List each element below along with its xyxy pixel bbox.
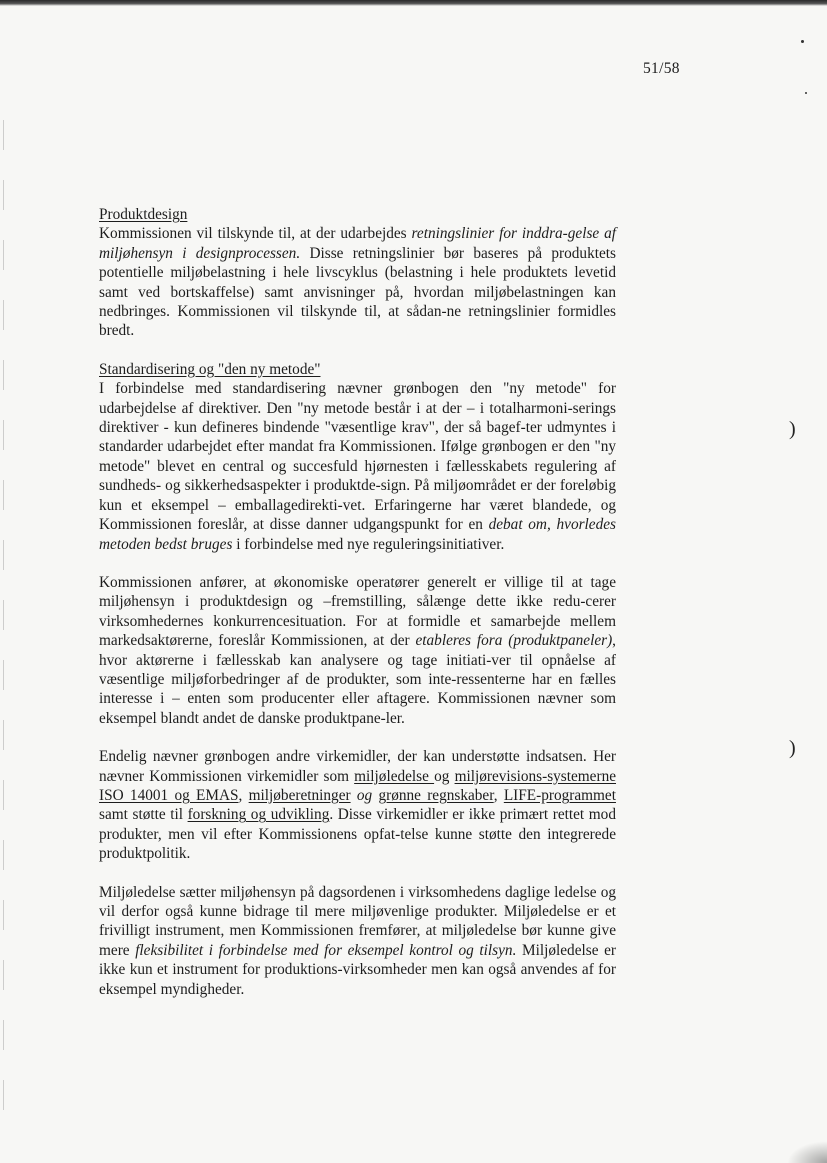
text-run: , hvor aktørerne i fællesskab kan analysere og tage initiati-ver til opnåelse af væsentlige miljøforbedringer af de produkter, som inte-ressenterne har en fælles interesse i – enten som producenter eller aftagere. Kommissionen nævner som eksempel blandt andet de danske produktpane-ler.	[99, 632, 616, 727]
document-section	[99, 747, 616, 863]
margin-mark: )	[789, 737, 796, 759]
scan-corner-mark	[787, 1141, 827, 1163]
text-run: ,	[238, 786, 249, 804]
emphasis-text: etableres fora (produktpaneler)	[415, 632, 613, 650]
text-run: Kommissionen vil tilskynde til, at der udarbejdes	[99, 225, 412, 243]
document-body	[99, 205, 616, 1018]
text-run: Endelig nævner grønbogen andre virkemidler, der kan understøtte indsatsen. Her nævner Kommissionen virkemidler som	[99, 748, 616, 785]
underlined-term: LIFE-programmet	[503, 786, 616, 804]
section-heading: Produktdesign	[99, 206, 188, 223]
document-section	[99, 360, 616, 554]
text-run: ,	[493, 786, 504, 804]
emphasis-text: fleksibilitet i forbindelse med for eksempel kontrol og tilsyn.	[135, 941, 517, 959]
page-number: 51/58	[643, 60, 680, 77]
paragraph	[99, 747, 616, 863]
underlined-term: miljøledelse	[354, 767, 435, 785]
text-run: i forbindelse med nye reguleringsinitiativer.	[232, 535, 505, 553]
text-run: Disse retningslinier bør baseres på produktets potentielle miljøbelastning i hele livscyklus (belastning i hele produktets levetid samt ved bortskaffelse) samt anvisninger på, hvordan miljøbelastningen kan nedbringes. Kommissionen vil tilskynde til, at sådan-ne retningslinier formidles bredt.	[99, 244, 616, 340]
underlined-term: grønne regnskaber	[378, 786, 494, 804]
text-run: Miljøledelse sætter miljøhensyn på dagsordenen i virksomhedens daglige ledelse og vil derfor også kunne bidrage til mere miljøvenlige produkter. Miljøledelse er et frivilligt instrument, men Kommissionen fremfører, at miljøledelse bør kunne give mere	[99, 883, 616, 959]
paragraph	[99, 379, 616, 554]
text-run: Miljøledelse er ikke kun et instrument for produktions-virksomheder men kan også anvendes af for eksempel myndigheder.	[99, 941, 616, 998]
paragraph	[99, 224, 616, 340]
text-run: Kommissionen anfører, at økonomiske operatører generelt er villige til at tage miljøhensyn i produktdesign og –fremstilling, sålænge dette ikke redu-cerer virksomhedernes konkurrencesituation. For at formidle et samarbejde mellem markedsaktørerne, foreslår Kommissionen, at der	[99, 573, 616, 650]
underlined-term: ISO 14001 og EMAS	[99, 786, 239, 804]
scan-left-edge	[3, 120, 4, 1120]
section-heading: Standardisering og "den ny metode"	[99, 360, 321, 378]
underlined-term: miljøberetninger	[248, 786, 351, 804]
text-run: I forbindelse med standardisering nævner grønbogen den "ny metode" for udarbejdelse af direktiver. Den "ny metode består i at der – i totalharmoni-serings direktiver - kun defineres bindende "væsentlige krav", der så bagef-ter udmyntes i standarder udarbejdet efter mandat fra Kommissionen. Ifølge grønbogen er den "ny metode" blevet en central og succesfuld hjørnesten i fællesskabets regulering af sundheds- og sikkerhedsaspekter i produktde-sign. På miljøområdet er der foreløbig kun et eksempel – emballagedirekti-vet. Erfaringerne har været blandede, og Kommissionen foreslår, at disse danner udgangspunkt for en	[99, 380, 616, 534]
document-section	[99, 205, 616, 341]
underlined-term: miljørevisions-systemerne	[454, 767, 617, 785]
margin-mark: )	[789, 418, 796, 440]
emphasis-text: retningslinier for inddra-gelse af miljøhensyn i designprocessen.	[99, 225, 616, 262]
emphasis-text: og	[356, 786, 373, 804]
scan-top-edge	[0, 0, 827, 6]
document-section	[99, 883, 616, 999]
text-run: og	[434, 767, 455, 785]
text-run: samt støtte til	[99, 806, 188, 824]
paragraph	[99, 573, 616, 728]
text-run: . Disse virkemidler er ikke primært rettet mod produkter, men vil efter Kommissionens opfat-telse kunne støtte den integrerede produktpolitik.	[99, 806, 616, 863]
paragraph	[99, 883, 616, 999]
emphasis-text: debat om, hvorledes metoden bedst bruges	[99, 516, 616, 553]
document-section	[99, 573, 616, 728]
scan-speck	[805, 92, 807, 94]
underlined-term: forskning og udvikling	[187, 806, 330, 824]
scan-speck	[801, 40, 804, 43]
